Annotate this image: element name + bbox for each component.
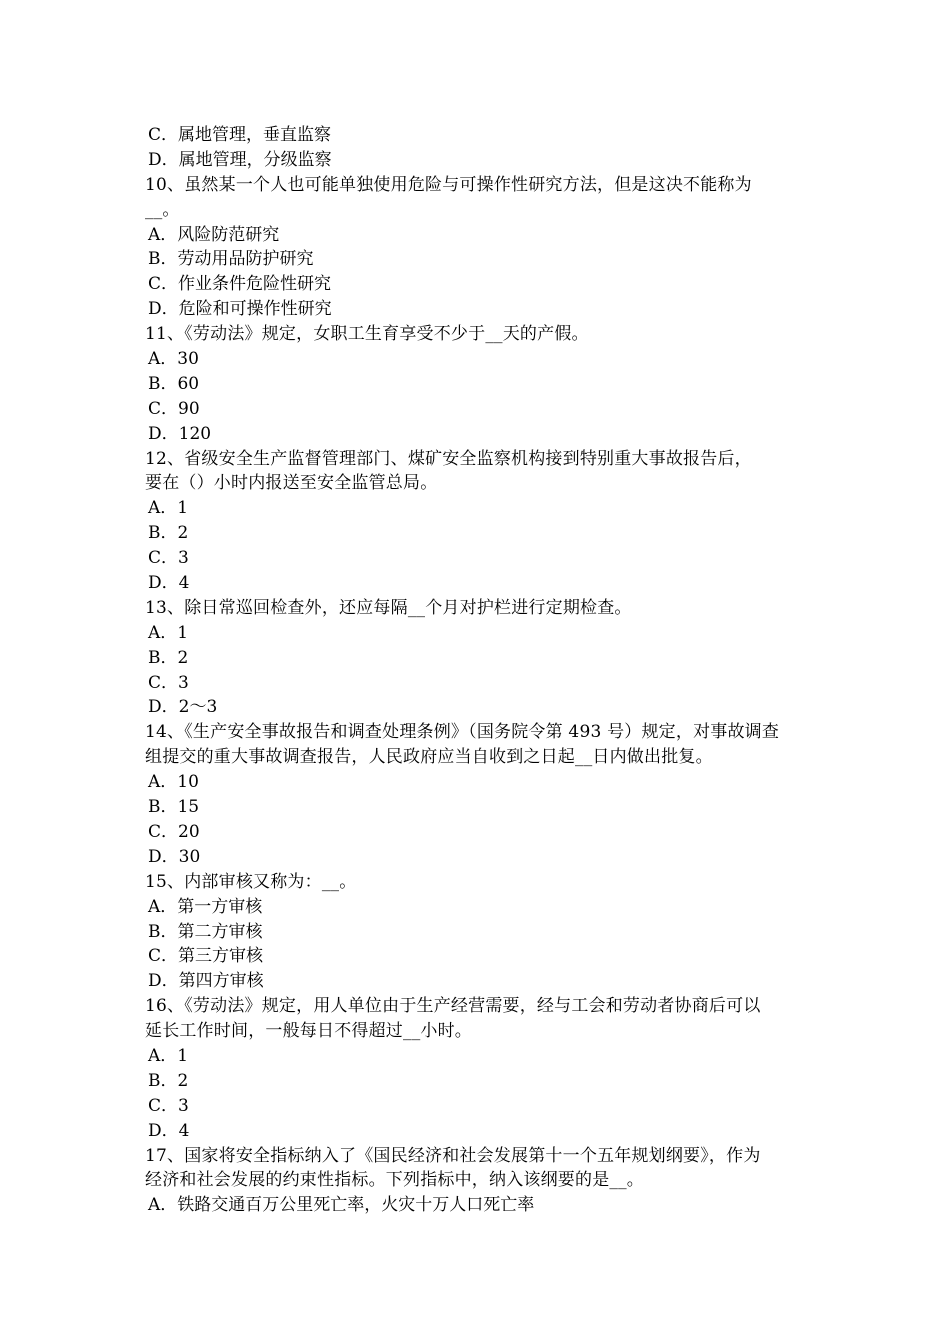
document-page bbox=[145, 123, 815, 1218]
option-line: C．3 bbox=[148, 1095, 189, 1116]
question-line: 10、虽然某一个人也可能单独使用危险与可操作性研究方法，但是这决不能称为 bbox=[145, 174, 752, 195]
option-line: A．铁路交通百万公里死亡率，火灾十万人口死亡率 bbox=[148, 1195, 535, 1216]
option-line: B．2 bbox=[148, 647, 189, 668]
option-line: C．20 bbox=[148, 821, 200, 842]
option-line: D．属地管理，分级监察 bbox=[148, 149, 332, 170]
question-line: 经济和社会发展的约束性指标。下列指标中，纳入该纲要的是__。 bbox=[145, 1170, 644, 1191]
option-line: C．第三方审核 bbox=[148, 946, 264, 967]
option-line: D．4 bbox=[148, 573, 190, 594]
question-line: 17、国家将安全指标纳入了《国民经济和社会发展第十一个五年规划纲要》，作为 bbox=[145, 1145, 761, 1166]
option-line: D．危险和可操作性研究 bbox=[148, 299, 332, 320]
question-line: 16、《劳动法》规定，用人单位由于生产经营需要，经与工会和劳动者协商后可以 bbox=[145, 996, 761, 1017]
question-line: 11、《劳动法》规定，女职工生育享受不少于__天的产假。 bbox=[145, 324, 589, 345]
question-line: 13、除日常巡回检查外，还应每隔__个月对护栏进行定期检查。 bbox=[145, 597, 632, 618]
question-line: 15、内部审核又称为：__。 bbox=[145, 871, 357, 892]
option-line: B．第二方审核 bbox=[148, 921, 263, 942]
option-line: D．4 bbox=[148, 1120, 190, 1141]
question-line: 组提交的重大事故调查报告，人民政府应当自收到之日起__日内做出批复。 bbox=[145, 747, 713, 768]
option-line: A．10 bbox=[148, 772, 199, 793]
option-line: A．1 bbox=[148, 498, 189, 519]
option-line: B．劳动用品防护研究 bbox=[148, 249, 314, 270]
question-line: 要在（）小时内报送至安全监管总局。 bbox=[145, 473, 438, 494]
option-line: C．3 bbox=[148, 672, 189, 693]
option-line: D．2～3 bbox=[148, 697, 218, 718]
option-line: C．3 bbox=[148, 548, 189, 569]
option-line: A．第一方审核 bbox=[148, 896, 263, 917]
option-line: B．2 bbox=[148, 523, 189, 544]
option-line: C．90 bbox=[148, 398, 200, 419]
option-line: B．2 bbox=[148, 1070, 189, 1091]
option-line: B．60 bbox=[148, 373, 200, 394]
question-line: 延长工作时间，一般每日不得超过__小时。 bbox=[145, 1021, 472, 1042]
question-line: 12、省级安全生产监督管理部门、煤矿安全监察机构接到特别重大事故报告后， bbox=[145, 448, 752, 469]
option-line: A．1 bbox=[148, 1045, 189, 1066]
option-line: D．120 bbox=[148, 423, 212, 444]
option-line: D．第四方审核 bbox=[148, 971, 264, 992]
question-line: 14、《生产安全事故报告和调查处理条例》（国务院令第 493 号）规定，对事故调查 bbox=[145, 722, 780, 743]
option-line: C．作业条件危险性研究 bbox=[148, 274, 332, 295]
option-line: B．15 bbox=[148, 797, 200, 818]
question-line: __。 bbox=[145, 199, 180, 220]
option-line: A．1 bbox=[148, 622, 189, 643]
option-line: A．风险防范研究 bbox=[148, 224, 280, 245]
option-line: C．属地管理，垂直监察 bbox=[148, 125, 332, 145]
option-line: A．30 bbox=[148, 349, 199, 370]
option-line: D．30 bbox=[148, 846, 201, 867]
